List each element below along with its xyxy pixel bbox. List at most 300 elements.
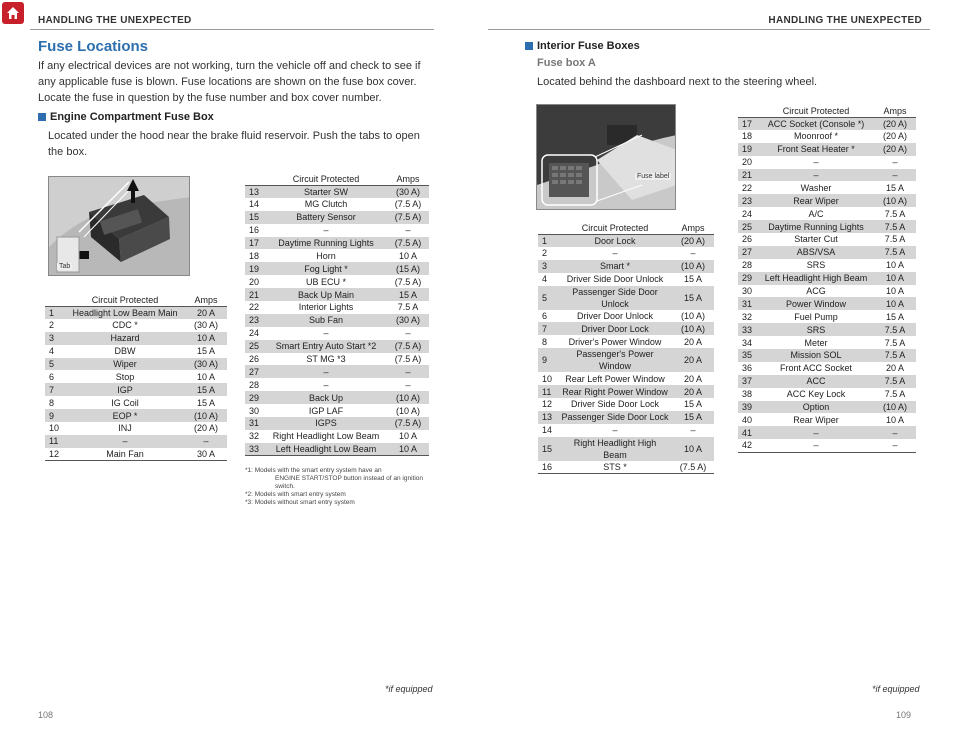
fuse-label-caption: Fuse label <box>637 173 670 180</box>
home-button[interactable] <box>2 2 24 24</box>
fuse-number-cell: 33 <box>738 323 758 336</box>
fuse-number-cell: 30 <box>742 286 753 297</box>
table-row <box>738 426 916 439</box>
table-row <box>245 249 429 262</box>
section-heading-text: Engine Compartment Fuse Box <box>50 111 214 123</box>
amps-cell: 15 A <box>683 399 703 410</box>
fuse-number-cell: 10 <box>49 423 60 434</box>
circuit-cell: SRS <box>806 260 826 271</box>
circuit-cell: UB ECU * <box>305 276 346 287</box>
table-row <box>45 345 227 358</box>
table-header-amps: Amps <box>387 173 429 185</box>
footnote-line: *1: Models with the smart entry system have an <box>245 467 382 474</box>
fuse-number-cell: 17 <box>245 237 265 250</box>
circuit-cell: A/C <box>808 208 824 219</box>
circuit-cell: Hazard <box>65 332 185 345</box>
amps-cell: 7.5 A <box>397 302 419 313</box>
footnote-line: ENGINE START/STOP button instead of an ignition <box>275 475 424 482</box>
fuse-number-cell: 16 <box>249 225 260 236</box>
table-row <box>245 198 429 211</box>
table-row <box>738 285 916 298</box>
circuit-cell: Power Window <box>758 297 874 310</box>
table-row <box>738 181 916 194</box>
circuit-cell: Rear Wiper <box>793 414 839 425</box>
tab-label: Tab <box>59 263 71 270</box>
amps-cell: (15 A) <box>387 262 429 275</box>
amps-cell: – <box>185 435 227 448</box>
amps-cell: 7.5 A <box>884 234 906 245</box>
fuse-number-cell: 27 <box>245 365 265 378</box>
amps-cell: – <box>874 439 916 452</box>
running-head: HANDLING THE UNEXPECTED <box>768 15 922 26</box>
fuse-number-cell: 19 <box>245 262 265 275</box>
circuit-cell: Right Headlight High Beam <box>558 437 672 461</box>
circuit-cell: – <box>612 425 618 436</box>
amps-cell: (30 A) <box>387 185 429 198</box>
circuit-cell: CDC * <box>112 320 138 331</box>
header-rule <box>488 29 930 30</box>
table-row <box>538 437 714 461</box>
table-row <box>538 385 714 398</box>
table-row <box>245 430 429 443</box>
fuse-number-cell: 13 <box>538 411 558 424</box>
fuse-number-cell: 2 <box>49 320 55 331</box>
fuse-number-cell: 2 <box>542 248 548 259</box>
amps-cell: 10 A <box>885 414 905 425</box>
amps-cell: (20 A) <box>874 117 916 130</box>
amps-cell: 30 A <box>185 448 227 461</box>
amps-cell: (10 A) <box>874 401 916 414</box>
table-row <box>538 411 714 424</box>
fuse-number-cell: 28 <box>249 379 260 390</box>
fuse-number-cell: 14 <box>542 425 553 436</box>
table-row <box>738 169 916 182</box>
amps-cell: – <box>690 425 696 436</box>
amps-cell: 20 A <box>885 363 905 374</box>
amps-cell: (20 A) <box>882 131 907 142</box>
table-row <box>245 327 429 340</box>
amps-cell: (7.5 A) <box>394 354 422 365</box>
table-row <box>245 404 429 417</box>
circuit-cell: Smart Entry Auto Start *2 <box>265 340 387 353</box>
circuit-cell: Fog Light * <box>265 262 387 275</box>
fuse-number-cell: 28 <box>742 260 753 271</box>
fuse-number-cell: 38 <box>742 389 753 400</box>
table-row <box>738 401 916 414</box>
amps-cell: (10 A) <box>672 260 714 273</box>
fuse-number-cell: 21 <box>738 169 758 182</box>
section-heading-interior <box>525 40 640 52</box>
fuse-number-cell: 18 <box>742 131 753 142</box>
footnote-line: switch. <box>275 483 295 490</box>
engine-fuse-table-1 <box>45 294 227 461</box>
table-header-amps: Amps <box>874 105 916 117</box>
fuse-number-cell: 21 <box>245 288 265 301</box>
fuse-number-cell: 6 <box>49 371 55 382</box>
table-header-amps: Amps <box>185 294 227 306</box>
fuse-number-cell: 30 <box>249 405 260 416</box>
table-row <box>738 259 916 272</box>
circuit-cell: ACC Socket (Console *) <box>758 117 874 130</box>
circuit-cell: Passenger's Power Window <box>558 348 672 372</box>
interior-fuse-box-photo <box>536 104 676 210</box>
fuse-number-cell: 32 <box>249 431 260 442</box>
fuse-number-cell: 22 <box>742 182 753 193</box>
fuse-number-cell: 22 <box>249 302 260 313</box>
table-header-blank <box>245 173 265 185</box>
circuit-cell: – <box>323 328 329 339</box>
circuit-cell: Driver's Power Window <box>568 336 662 347</box>
fuse-number-cell: 15 <box>538 437 558 461</box>
if-equipped-note: *if equipped <box>872 684 920 694</box>
fuse-number-cell: 3 <box>45 332 65 345</box>
table-row <box>538 424 714 437</box>
circuit-cell: Meter <box>804 337 828 348</box>
table-row <box>45 435 227 448</box>
table-row <box>738 233 916 246</box>
table-row <box>245 224 429 237</box>
engine-bay-illustration <box>49 177 190 276</box>
amps-cell: (30 A) <box>193 320 218 331</box>
table-row <box>738 117 916 130</box>
amps-cell: 7.5 A <box>884 337 906 348</box>
table-header-circuit: Circuit Protected <box>558 222 672 234</box>
amps-cell: 15 A <box>196 346 216 357</box>
table-row <box>245 340 429 353</box>
circuit-cell: ABS/VSA <box>758 246 874 259</box>
fuse-number-cell: 25 <box>738 220 758 233</box>
fuse-number-cell: 20 <box>249 276 260 287</box>
amps-cell: 15 A <box>672 411 714 424</box>
table-row <box>245 417 429 430</box>
table-header-circuit: Circuit Protected <box>265 173 387 185</box>
dashboard-illustration <box>537 105 676 210</box>
table-row <box>738 207 916 220</box>
table-row <box>245 301 429 314</box>
fuse-number-cell: 9 <box>45 409 65 422</box>
fuse-number-cell: 34 <box>742 337 753 348</box>
section-heading-text: Interior Fuse Boxes <box>537 40 640 52</box>
circuit-cell: ST MG *3 <box>306 354 346 365</box>
amps-cell: 15 A <box>672 286 714 310</box>
fuse-number-cell: 18 <box>249 250 260 261</box>
circuit-cell: Horn <box>316 250 336 261</box>
amps-cell: 10 A <box>672 437 714 461</box>
circuit-cell: Main Fan <box>65 448 185 461</box>
fuse-number-cell: 23 <box>245 314 265 327</box>
circuit-cell: IG Coil <box>111 397 139 408</box>
circuit-cell: Driver Door Unlock <box>576 311 654 321</box>
table-row <box>245 262 429 275</box>
section-bullet-icon <box>525 42 533 50</box>
table-header-amps: Amps <box>672 222 714 234</box>
circuit-cell: Door Lock <box>558 234 672 247</box>
footnote-line: *2: Models with smart entry system <box>245 491 346 498</box>
fuse-number-cell: 12 <box>542 399 553 410</box>
table-row <box>538 348 714 372</box>
amps-cell: 10 A <box>874 297 916 310</box>
table-row <box>738 220 916 233</box>
table-header-circuit: Circuit Protected <box>758 105 874 117</box>
fuse-box-a-heading: Fuse box A <box>537 57 596 69</box>
table-row <box>738 246 916 259</box>
table-header-blank <box>45 294 65 306</box>
amps-cell: 20 A <box>683 373 703 384</box>
amps-cell: 7.5 A <box>874 246 916 259</box>
amps-cell: 7.5 A <box>884 389 906 400</box>
table-row <box>538 335 714 348</box>
circuit-cell: – <box>758 169 874 182</box>
table-row <box>45 319 227 332</box>
amps-cell: 7.5 A <box>874 323 916 336</box>
fuse-number-cell: 4 <box>49 346 55 357</box>
fuse-number-cell: 12 <box>45 448 65 461</box>
fuse-number-cell: 9 <box>538 348 558 372</box>
table-row <box>45 448 227 461</box>
table-row <box>245 391 429 404</box>
circuit-cell: Starter SW <box>265 185 387 198</box>
circuit-cell: ACG <box>806 286 826 297</box>
table-row <box>245 211 429 224</box>
circuit-cell: Wiper <box>65 358 185 371</box>
circuit-cell: Fuel Pump <box>794 311 838 322</box>
circuit-cell: – <box>265 365 387 378</box>
fuse-number-cell: 26 <box>742 234 753 245</box>
amps-cell: (7.5 A) <box>394 276 422 287</box>
amps-cell: 7.5 A <box>874 375 916 388</box>
circuit-cell: IGPS <box>265 417 387 430</box>
amps-cell: 20 A <box>672 348 714 372</box>
amps-cell: 10 A <box>885 260 905 271</box>
circuit-cell: EOP * <box>65 409 185 422</box>
circuit-cell: Front Seat Heater * <box>758 143 874 156</box>
fuse-number-cell: 33 <box>245 443 265 456</box>
table-row <box>538 310 714 323</box>
circuit-cell: Stop <box>115 371 135 382</box>
fuse-number-cell: 31 <box>245 417 265 430</box>
fuse-number-cell: 27 <box>738 246 758 259</box>
circuit-cell: Passenger Side Door Lock <box>558 411 672 424</box>
engine-box-description: Located under the hood near the brake fluid reservoir. Push the tabs to open the box. <box>48 130 420 158</box>
amps-cell: (20 A) <box>672 234 714 247</box>
fuse-number-cell: 39 <box>738 401 758 414</box>
circuit-cell: – <box>758 426 874 439</box>
footnote-line: *3: Models without smart entry system <box>245 499 355 506</box>
circuit-cell: Interior Lights <box>298 302 354 313</box>
circuit-cell: Left Headlight Low Beam <box>265 443 387 456</box>
circuit-cell: Driver Side Door Lock <box>570 399 660 410</box>
amps-cell: (30 A) <box>185 358 227 371</box>
circuit-cell: Daytime Running Lights <box>265 237 387 250</box>
table-row <box>738 336 916 349</box>
fuse-number-cell: 37 <box>738 375 758 388</box>
amps-cell: – <box>892 157 898 168</box>
fuse-number-cell: 14 <box>249 199 260 210</box>
amps-cell: – <box>405 225 411 236</box>
circuit-cell: ACC <box>758 375 874 388</box>
fuse-number-cell: 24 <box>249 328 260 339</box>
intro-paragraph: If any electrical devices are not working, turn the vehicle off and check to see if any applicable fuse is blown. Fuse locations are shown on the fuse box cover. Locate the fuse in question by the fuse number and box cover number. <box>38 60 421 104</box>
page-number: 109 <box>896 710 912 720</box>
circuit-cell: Washer <box>800 182 832 193</box>
section-bullet-icon <box>38 113 46 121</box>
table-row <box>245 288 429 301</box>
home-icon <box>5 5 21 21</box>
fuse-number-cell: 26 <box>249 354 260 365</box>
table-row <box>245 353 429 366</box>
table-row <box>245 365 429 378</box>
amps-cell: – <box>690 248 696 259</box>
circuit-cell: – <box>323 379 329 390</box>
table-row <box>45 422 227 435</box>
table-row <box>738 413 916 426</box>
table-row <box>738 439 916 452</box>
fuse-number-cell: 13 <box>245 185 265 198</box>
amps-cell: 10 A <box>885 286 905 297</box>
table-row <box>538 398 714 411</box>
table-row <box>738 297 916 310</box>
circuit-cell: DBW <box>114 346 136 357</box>
amps-cell: – <box>874 426 916 439</box>
fuse-number-cell: 1 <box>538 234 558 247</box>
amps-cell: – <box>874 169 916 182</box>
circuit-cell: Headlight Low Beam Main <box>65 306 185 319</box>
table-row <box>245 237 429 250</box>
table-row <box>738 388 916 401</box>
circuit-cell: – <box>323 225 329 236</box>
table-row <box>538 372 714 385</box>
circuit-cell: Smart * <box>558 260 672 273</box>
table-row <box>245 443 429 456</box>
table-row <box>45 396 227 409</box>
table-row <box>45 370 227 383</box>
header-rule <box>30 29 434 30</box>
fuse-number-cell: 8 <box>542 336 548 347</box>
table-row <box>45 332 227 345</box>
circuit-cell: MG Clutch <box>304 199 348 210</box>
table-row <box>738 310 916 323</box>
amps-cell: 15 A <box>185 383 227 396</box>
fuse-number-cell: 4 <box>542 274 548 285</box>
fuse-number-cell: 23 <box>738 194 758 207</box>
circuit-cell: SRS <box>758 323 874 336</box>
engine-fuse-box-photo <box>48 176 190 276</box>
fuse-number-cell: 19 <box>738 143 758 156</box>
circuit-cell: Back Up Main <box>265 288 387 301</box>
fuse-number-cell: 41 <box>738 426 758 439</box>
amps-cell: 20 A <box>683 336 703 347</box>
circuit-cell: ACC Key Lock <box>786 389 846 400</box>
amps-cell: 7.5 A <box>874 220 916 233</box>
amps-cell: 10 A <box>398 431 418 442</box>
amps-cell: (7.5 A) <box>394 199 422 210</box>
fuse-number-cell: 42 <box>738 439 758 452</box>
fuse-number-cell: 5 <box>538 286 558 310</box>
table-row <box>738 156 916 169</box>
table-row <box>538 247 714 260</box>
circuit-cell: Front ACC Socket <box>779 363 853 374</box>
amps-cell: 20 A <box>672 385 714 398</box>
amps-cell: (7.5 A) <box>387 417 429 430</box>
circuit-cell: STS * <box>558 461 672 474</box>
page-title: Fuse Locations <box>38 38 149 55</box>
circuit-cell: – <box>758 439 874 452</box>
table-row <box>45 383 227 396</box>
amps-cell: 10 A <box>196 371 216 382</box>
amps-cell: (10 A) <box>680 311 705 321</box>
circuit-cell: Daytime Running Lights <box>758 220 874 233</box>
fuse-number-cell: 8 <box>49 397 55 408</box>
circuit-cell: Driver Door Lock <box>558 322 672 335</box>
amps-cell: (20 A) <box>874 143 916 156</box>
table-row <box>738 375 916 388</box>
circuit-cell: Back Up <box>265 391 387 404</box>
fuse-box-a-description: Located behind the dashboard next to the steering wheel. <box>537 76 818 88</box>
amps-cell: 10 A <box>387 443 429 456</box>
section-heading-engine <box>38 111 214 123</box>
table-row <box>245 275 429 288</box>
amps-cell: 15 A <box>885 182 905 193</box>
fuse-number-cell: 1 <box>45 306 65 319</box>
amps-cell: (10 A) <box>874 194 916 207</box>
amps-cell: – <box>387 365 429 378</box>
fuse-number-cell: 36 <box>742 363 753 374</box>
engine-fuse-table-2 <box>245 173 429 456</box>
table-row <box>738 349 916 362</box>
table-row <box>245 314 429 327</box>
table-row <box>538 461 714 474</box>
circuit-cell: IGP LAF <box>308 405 344 416</box>
amps-cell: (30 A) <box>387 314 429 327</box>
amps-cell: (10 A) <box>387 391 429 404</box>
fuse-number-cell: 17 <box>738 117 758 130</box>
amps-cell: (7.5 A) <box>387 211 429 224</box>
fuse-number-cell: 7 <box>45 383 65 396</box>
circuit-cell: Left Headlight High Beam <box>758 272 874 285</box>
table-row <box>538 260 714 273</box>
circuit-cell: Rear Right Power Window <box>558 385 672 398</box>
amps-cell: 7.5 A <box>884 208 906 219</box>
amps-cell: 20 A <box>185 306 227 319</box>
circuit-cell: Battery Sensor <box>265 211 387 224</box>
table-row <box>45 358 227 371</box>
fuse-number-cell: 40 <box>742 414 753 425</box>
amps-cell: 15 A <box>683 274 703 285</box>
fuse-number-cell: 3 <box>538 260 558 273</box>
fuse-number-cell: 29 <box>245 391 265 404</box>
fuse-number-cell: 20 <box>742 157 753 168</box>
circuit-cell: Sub Fan <box>265 314 387 327</box>
table-row <box>538 273 714 286</box>
table-row <box>738 362 916 375</box>
table-row <box>738 272 916 285</box>
circuit-cell: Rear Wiper <box>758 194 874 207</box>
table-header-blank <box>538 222 558 234</box>
amps-cell: 10 A <box>185 332 227 345</box>
table-row <box>538 286 714 310</box>
amps-cell: 7.5 A <box>874 349 916 362</box>
amps-cell: (20 A) <box>193 423 218 434</box>
fuse-number-cell: 29 <box>738 272 758 285</box>
table-row <box>45 409 227 422</box>
circuit-cell: Right Headlight Low Beam <box>272 431 380 442</box>
table-row <box>45 306 227 319</box>
table-row <box>538 322 714 335</box>
footnotes <box>245 467 435 507</box>
amps-cell: – <box>405 328 411 339</box>
fuse-number-cell: 15 <box>245 211 265 224</box>
amps-cell: (7.5 A) <box>387 237 429 250</box>
